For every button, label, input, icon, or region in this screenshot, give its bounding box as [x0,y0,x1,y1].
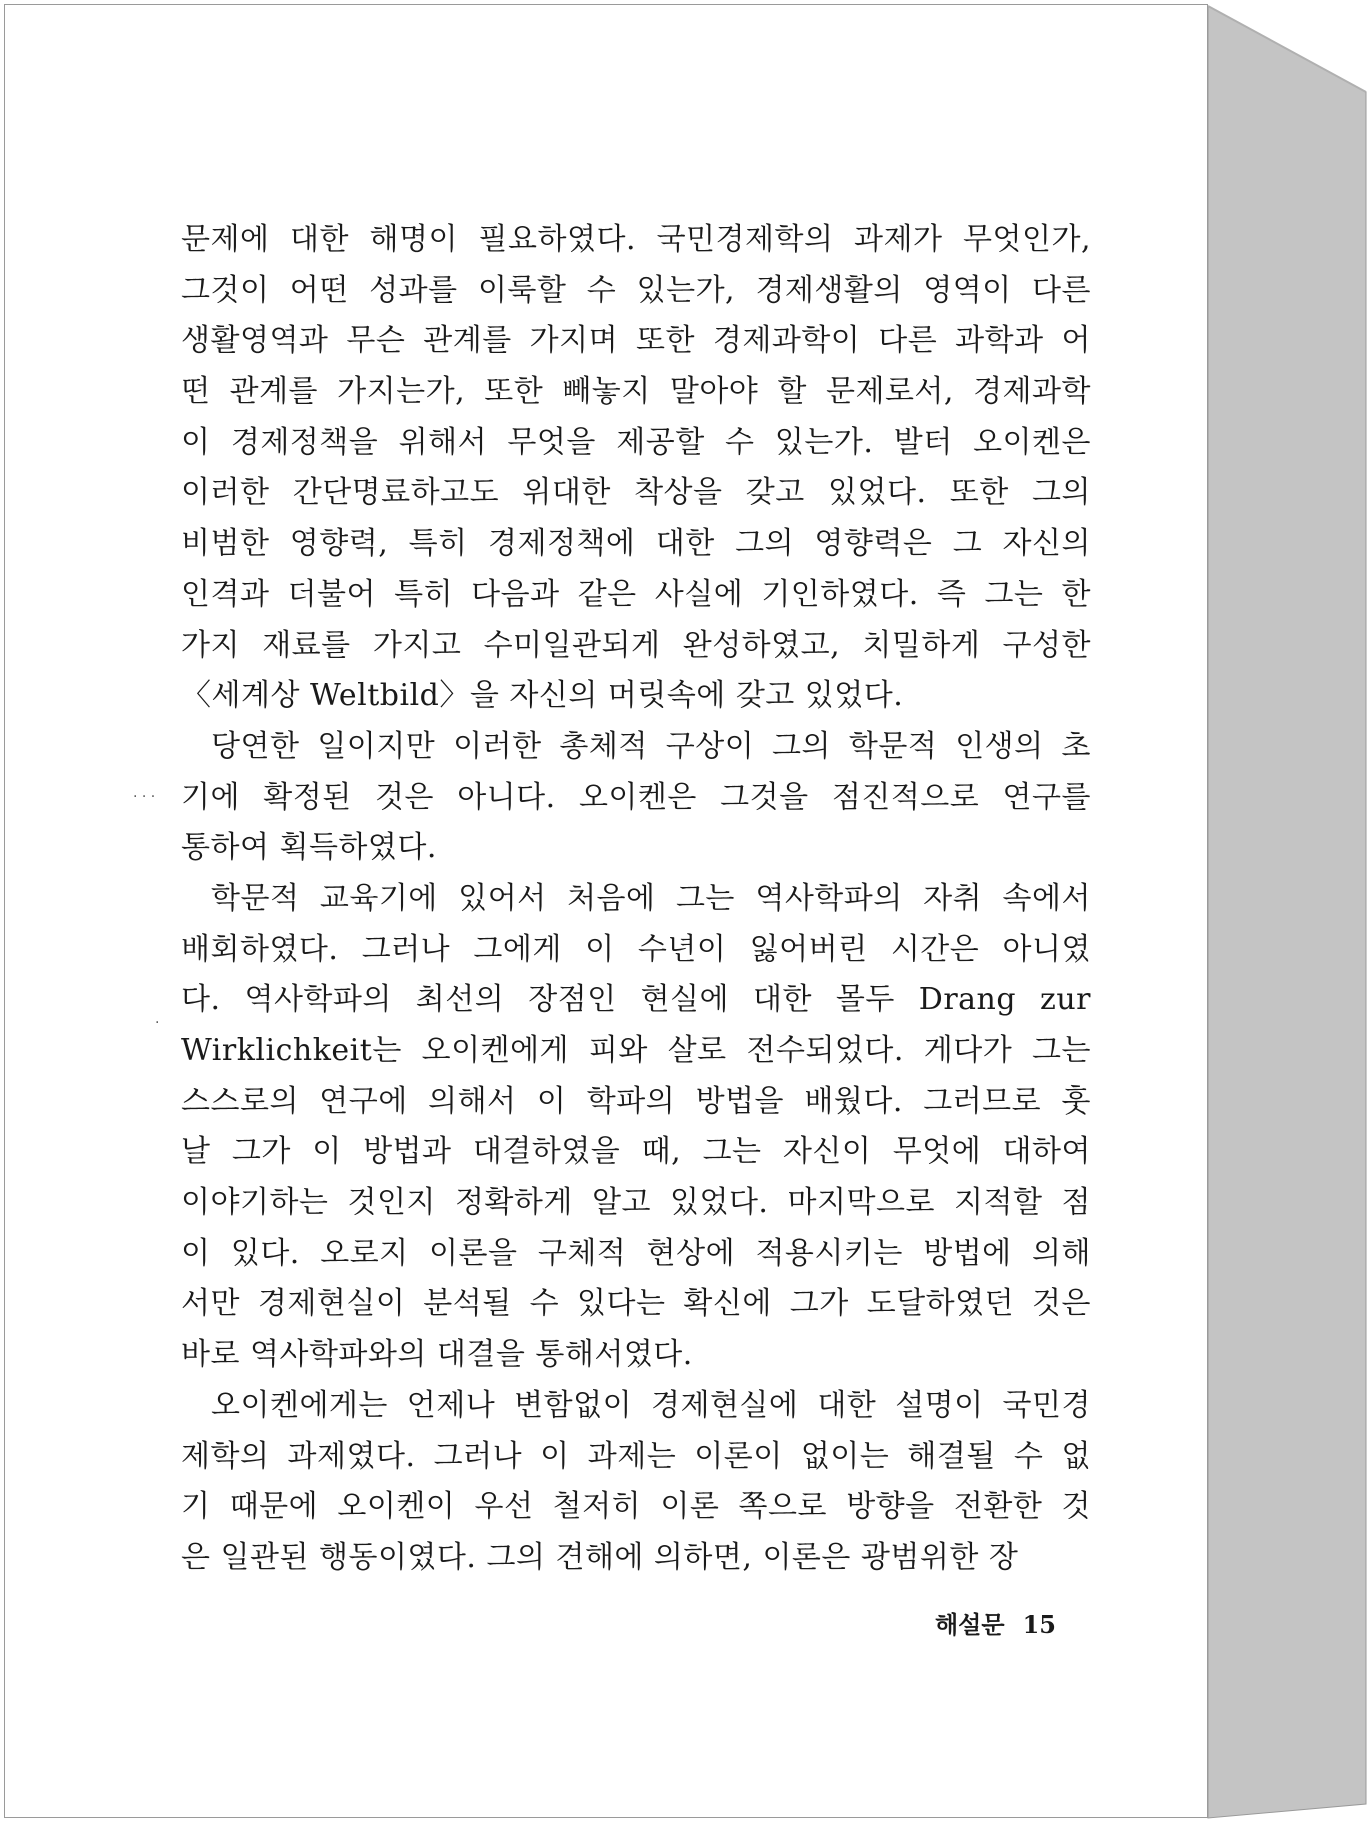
text-line: 스스로의 연구에 의해서 이 학파의 방법을 배웠다. 그러므로 훗 [181,1083,1091,1119]
text-line: 기 때문에 오이켄이 우선 철저히 이론 쪽으로 방향을 전환한 것 [181,1489,1091,1525]
text-line: 통하여 획득하였다. [181,830,437,866]
text-line: 이 경제정책을 위해서 무엇을 제공할 수 있는가. 발터 오이켄은 [181,424,1091,460]
text-line: 이 있다. 오로지 이론을 구체적 현상에 적용시키는 방법에 의해 [181,1235,1091,1271]
margin-dots: · · · [133,789,156,805]
text-line: 날 그가 이 방법과 대결하였을 때, 그는 자신이 무엇에 대하여 [181,1134,1091,1170]
paragraph [181,722,1091,874]
text-line: 그것이 어떤 성과를 이룩할 수 있는가, 경제생활의 영역이 다른 [181,272,1091,308]
text-line: Wirklichkeit는 오이켄에게 피와 살로 전수되었다. 게다가 그는 [181,1033,1091,1068]
text-line: 가지 재료를 가지고 수미일관되게 완성하였고, 치밀하게 구성한 [181,627,1091,663]
paragraph [181,1381,1091,1584]
margin-dot: · [155,1015,160,1031]
text-line: 이야기하는 것인지 정확하게 알고 있었다. 마지막으로 지적할 점 [181,1185,1091,1221]
book-page [4,4,1208,1818]
text-line: 기에 확정된 것은 아니다. 오이켄은 그것을 점진적으로 연구를 [181,779,1091,815]
body-text [181,215,1091,1584]
text-line: 당연한 일이지만 이러한 총체적 구상이 그의 학문적 인생의 초 [211,728,1091,764]
text-line: 문제에 대한 해명이 필요하였다. 국민경제학의 과제가 무엇인가, [181,222,1091,257]
text-line: 배회하였다. 그러나 그에게 이 수년이 잃어버린 시간은 아니였 [181,931,1091,967]
text-line: 이러한 간단명료하고도 위대한 착상을 갖고 있었다. 또한 그의 [181,475,1091,511]
page-footer [935,1605,1056,1640]
text-line: 서만 경제현실이 분석될 수 있다는 확신에 그가 도달하였던 것은 [181,1286,1091,1322]
text-line: 은 일관된 행동이였다. 그의 견해에 의하면, 이론은 광범위한 장 [181,1539,1019,1575]
page-number: 15 [1022,1610,1056,1639]
text-line: 학문적 교육기에 있어서 처음에 그는 역사학파의 자취 속에서 [211,880,1091,916]
text-line: 오이켄에게는 언제나 변함없이 경제현실에 대한 설명이 국민경 [211,1387,1091,1423]
text-line: 생활영역과 무슨 관계를 가지며 또한 경제과학이 다른 과학과 어 [181,323,1091,359]
text-line: 비범한 영향력, 특히 경제정책에 대한 그의 영향력은 그 자신의 [181,526,1091,562]
text-line: 제학의 과제였다. 그러나 이 과제는 이론이 없이는 해결될 수 없 [181,1438,1091,1474]
text-line: 다. 역사학파의 최선의 장점인 현실에 대한 몰두 Drang zur [181,982,1091,1018]
text-line: 인격과 더불어 특히 다음과 같은 사실에 기인하였다. 즉 그는 한 [181,576,1091,612]
footer-section-title: 해설문 [935,1610,1005,1639]
paragraph [181,874,1091,1381]
text-line: 떤 관계를 가지는가, 또한 빼놓지 말아야 할 문제로서, 경제과학 [181,374,1091,410]
paragraph [181,215,1091,722]
text-line: 바로 역사학파와의 대결을 통해서였다. [181,1337,693,1373]
text-line: 〈세계상 Weltbild〉을 자신의 머릿속에 갖고 있었다. [181,678,904,714]
